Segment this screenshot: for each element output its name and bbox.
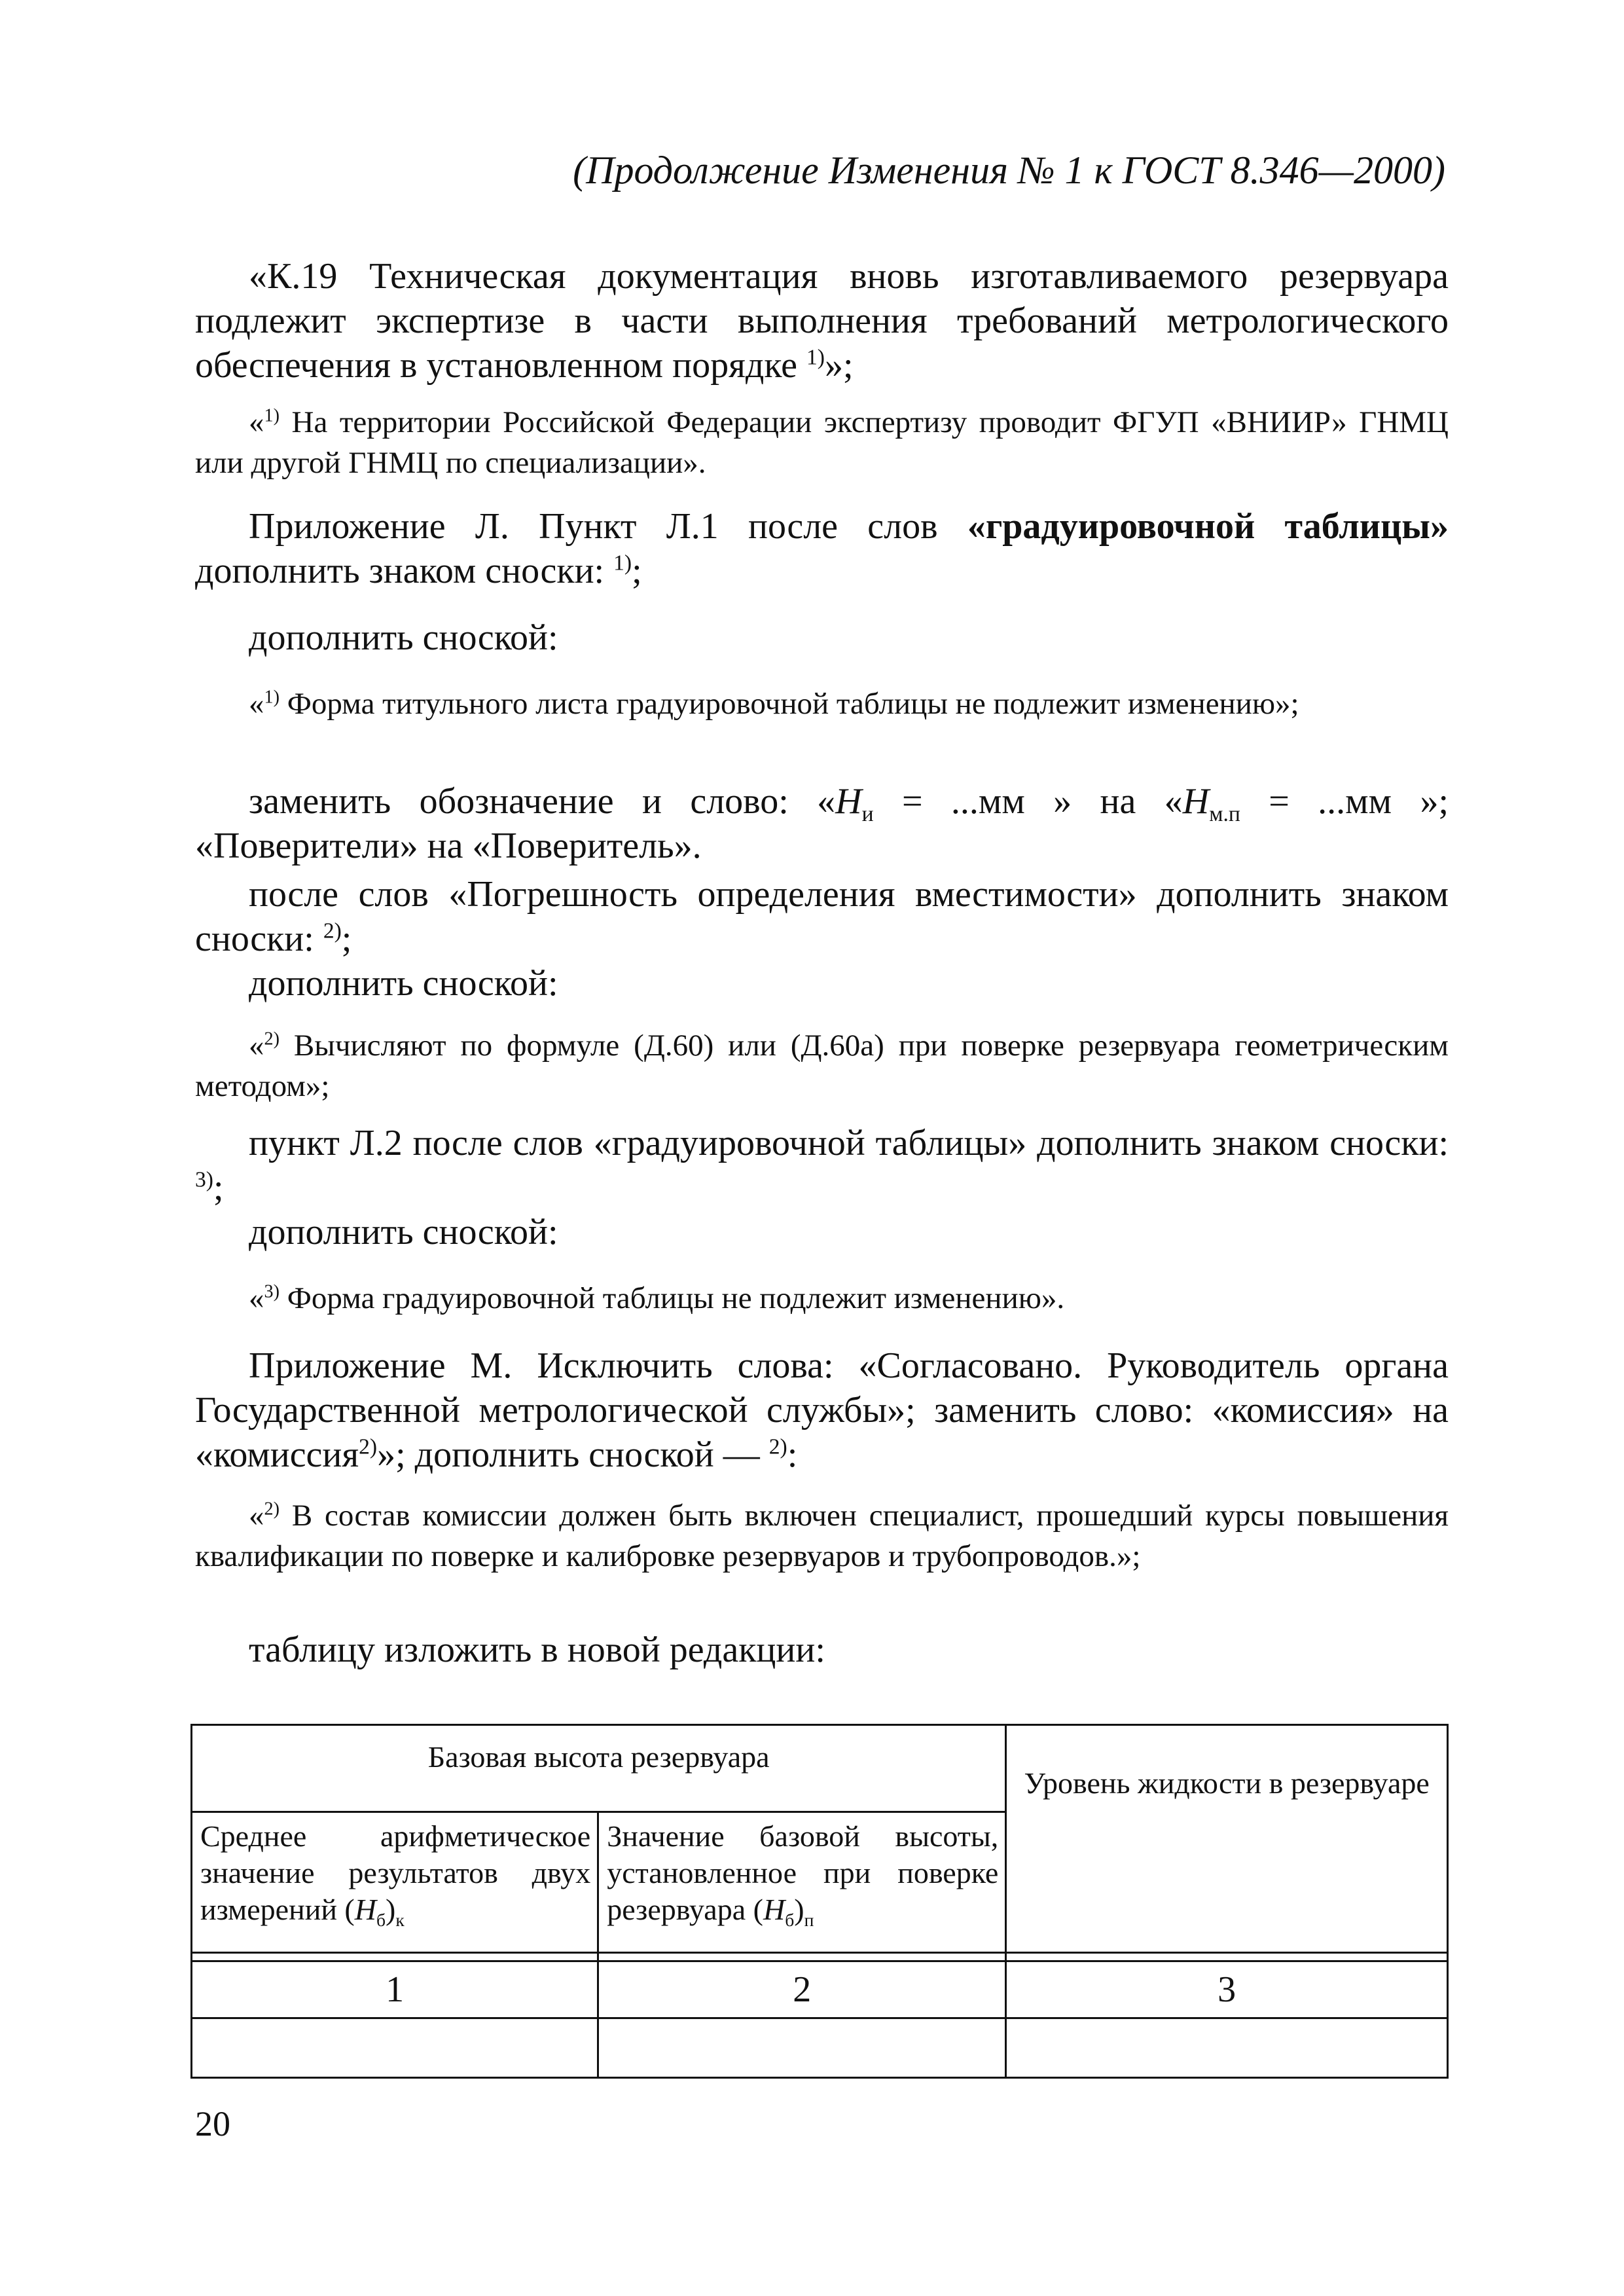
footnote-mark: 3) <box>195 1167 213 1192</box>
paragraph-after-words <box>195 872 1449 961</box>
paragraph-l1-end: ; <box>632 551 642 591</box>
table-cell <box>598 2018 1006 2078</box>
column-number: 3 <box>1006 1961 1448 2018</box>
header-verification-text: Значение базовой высоты, установленное при поверке резервуара ( <box>607 1819 999 1926</box>
paragraph-replace-designation <box>195 779 1449 868</box>
paragraph-l2 <box>195 1121 1449 1210</box>
paragraph-annex-m <box>195 1343 1449 1477</box>
footnote-l2-text: Вычисляют по формуле (Д.60) или (Д.60а) при поверке резервуара геометрическим методом»; <box>195 1029 1449 1103</box>
table-row <box>192 2018 1448 2078</box>
table-header-liquid-level: Уровень жидкости в резервуаре <box>1006 1725 1448 1953</box>
paragraph-l1-text1: Приложение Л. Пункт Л.1 после слов <box>249 506 967 547</box>
table-cell <box>192 2018 598 2078</box>
footnote-open: « <box>249 1029 264 1063</box>
table-separator-row <box>192 1953 1448 1961</box>
paragraph-table-intro: таблицу изложить в новой редакции: <box>249 1630 825 1670</box>
paragraph-l2-text: пункт Л.2 после слов «градуировочной таблицы» дополнить знаком сноски: <box>249 1123 1449 1163</box>
footnote-mark: 1) <box>806 345 825 370</box>
symbol-h: H <box>835 781 862 822</box>
table-header-mean-value <box>192 1812 598 1953</box>
footnote-mark: 3) <box>264 1281 280 1302</box>
table-cell <box>1006 2018 1448 2078</box>
paragraph-l1-text2: дополнить знаком сноски: <box>195 551 614 591</box>
footnote-mark: 2) <box>359 1434 378 1459</box>
footnote-mark: 1) <box>264 687 280 708</box>
table-cell <box>192 1953 598 1961</box>
symbol-h: H <box>763 1893 785 1926</box>
footnote-l3-text: Форма градуировочной таблицы не подлежит изменению». <box>279 1281 1065 1315</box>
paragraph-l2-end: ; <box>213 1167 224 1208</box>
footnote-m-text: В состав комиссии должен быть включен специалист, прошедший курсы повышения квалификации по поверке и калибровке резервуаров и трубопроводов.»; <box>195 1499 1449 1573</box>
header-mean-text: Среднее арифметическое значение результатов двух измерений ( <box>200 1819 591 1926</box>
footnote-open: « <box>249 687 264 721</box>
footnote-open: « <box>249 405 264 439</box>
paragraph-m-end: : <box>787 1434 798 1475</box>
paragraph-k19-text: «К.19 Техническая документация вновь изготавливаемого резервуара подлежит экспертизе в части выполнения требований метрологического обеспечения в установленном порядке <box>195 256 1449 386</box>
footnote-l1-text: Форма титульного листа градуировочной таблицы не подлежит изменению»; <box>279 687 1299 721</box>
footnote-mark: 2) <box>264 1029 280 1049</box>
replace-text1: заменить обозначение и слово: « <box>249 781 836 822</box>
footnote-open: « <box>249 1281 264 1315</box>
symbol-sub: и <box>861 802 874 827</box>
footnote-mark: 1) <box>613 551 632 575</box>
paragraph-annex-l1 <box>195 504 1449 593</box>
replace-text2: = ...мм » на « <box>873 781 1183 822</box>
page-number: 20 <box>195 2104 230 2143</box>
symbol-h: H <box>354 1893 376 1926</box>
paragraph-add-footnote-2: дополнить сноской: <box>249 963 558 1004</box>
footnote-m <box>195 1495 1449 1576</box>
footnote-mark: 1) <box>264 405 280 426</box>
symbol-sub: п <box>804 1910 814 1931</box>
column-number: 2 <box>598 1961 1006 2018</box>
header-verification-close: ) <box>794 1893 804 1926</box>
symbol-sub: б <box>376 1910 386 1931</box>
footnote-l1 <box>195 683 1449 724</box>
paragraph-after-end: ; <box>341 919 352 959</box>
paragraph-k19-end: »; <box>824 345 854 386</box>
paragraph-k19 <box>195 254 1449 388</box>
paragraph-after-text: после слов «Погрешность определения вместимости» дополнить знаком сноски: <box>195 874 1449 959</box>
footnote-l2 <box>195 1025 1449 1106</box>
paragraph-add-footnote-3: дополнить сноской: <box>249 1212 558 1252</box>
symbol-sub: к <box>395 1910 405 1931</box>
table-group-header: Базовая высота резервуара <box>192 1725 1006 1812</box>
header-mean-close: ) <box>386 1893 396 1926</box>
footnote-k19 <box>195 402 1449 483</box>
footnote-l3 <box>195 1278 1449 1319</box>
table-row <box>192 1961 1448 2018</box>
paragraph-m-text1: Приложение М. Исключить слова: «Согласовано. Руководитель органа Государственной метрологической службы»; заменить слово: «комиссия» на «комиссия <box>195 1345 1449 1475</box>
column-number: 1 <box>192 1961 598 2018</box>
symbol-sub: м.п <box>1209 802 1240 827</box>
symbol-h: H <box>1182 781 1210 822</box>
footnote-mark: 2) <box>323 919 342 943</box>
paragraph-l1-bold: «градуировочной таблицы» <box>967 506 1449 547</box>
paragraph-add-footnote-1: дополнить сноской: <box>249 617 558 658</box>
running-header: (Продолжение Изменения № 1 к ГОСТ 8.346—2000) <box>573 149 1445 192</box>
footnote-mark: 2) <box>264 1499 280 1520</box>
replace-text3: = ...мм »; «Поверители» на «Поверитель». <box>195 781 1449 866</box>
calibration-table <box>190 1724 1449 2079</box>
table-header-verification-value <box>598 1812 1006 1953</box>
table-cell <box>598 1953 1006 1961</box>
symbol-sub: б <box>785 1910 795 1931</box>
footnote-open: « <box>249 1499 264 1533</box>
footnote-k19-text: На территории Российской Федерации экспертизу проводит ФГУП «ВНИИР» ГНМЦ или другой ГНМЦ по специализации». <box>195 405 1449 480</box>
table-cell <box>1006 1953 1448 1961</box>
paragraph-m-text2: »; дополнить сноской — <box>377 1434 769 1475</box>
footnote-mark: 2) <box>768 1434 787 1459</box>
